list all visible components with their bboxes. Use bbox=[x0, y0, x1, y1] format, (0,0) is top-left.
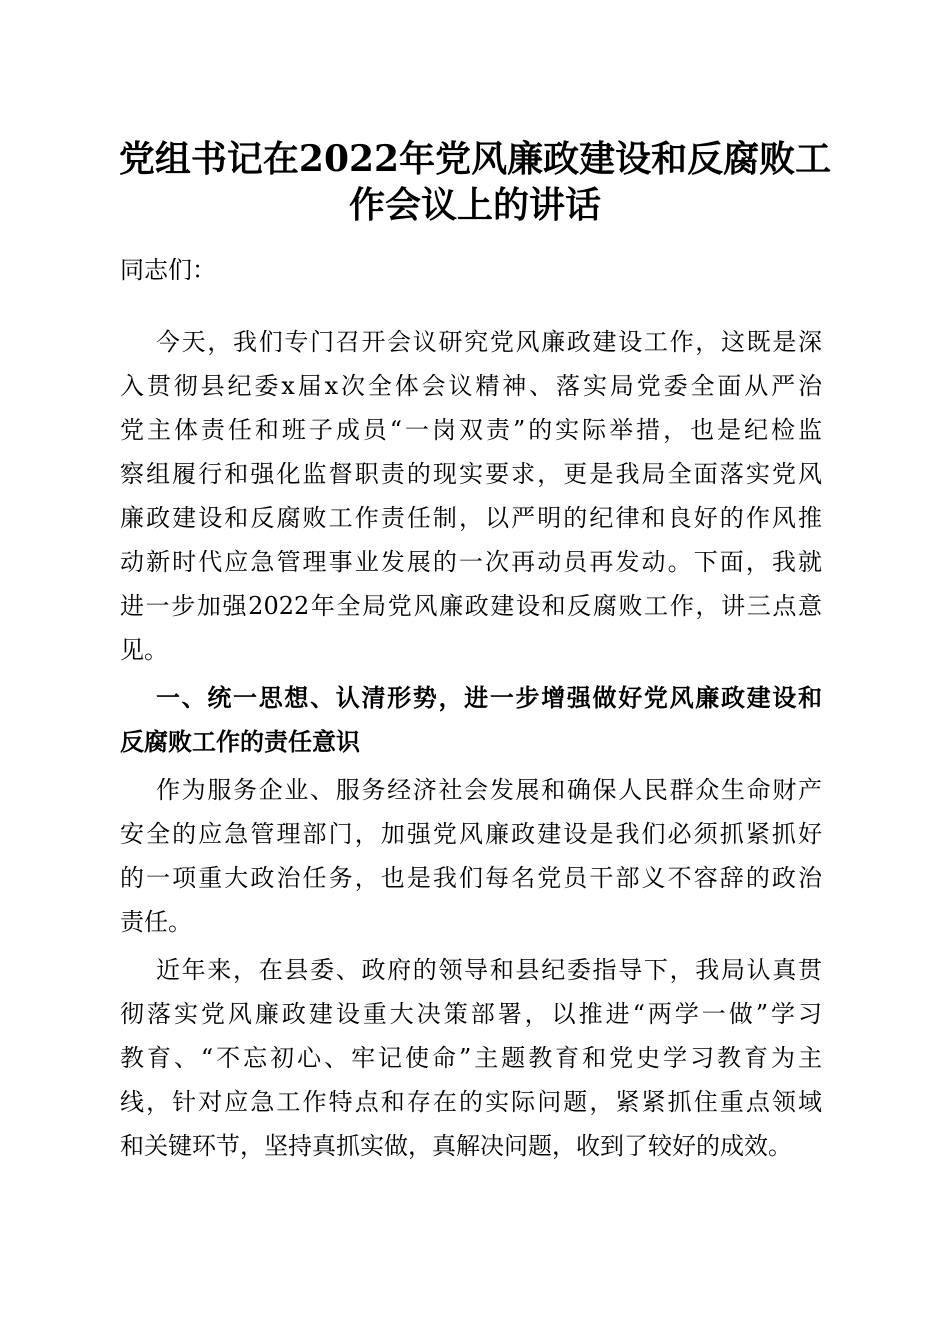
paragraph bbox=[120, 948, 822, 1168]
text-line: 动新时代应急管理事业发展的一次再动员再发动。下面，我就 bbox=[120, 548, 822, 576]
text-line: 安全的应急管理部门，加强党风廉政建设是我们必须抓紧抓好 bbox=[120, 820, 822, 848]
greeting: 同志们： bbox=[120, 256, 216, 284]
text-line: 教育、“不忘初心、牢记使命”主题教育和党史学习教育为主 bbox=[120, 1044, 822, 1072]
text-line: 今天，我们专门召开会议研究党风廉政建设工作，这既是深 bbox=[156, 328, 822, 356]
text-line: 见。 bbox=[120, 636, 168, 664]
text-line: 一、统一思想、认清形势，进一步增强做好党风廉政建设和 bbox=[156, 684, 822, 712]
text-line: 和关键环节，坚持真抓实做，真解决问题，收到了较好的成效。 bbox=[120, 1132, 792, 1160]
title-line: 作会议上的讲话 bbox=[348, 184, 601, 226]
section-heading bbox=[120, 676, 822, 764]
text-line: 责任。 bbox=[120, 908, 192, 936]
text-line: 察组履行和强化监督职责的现实要求，更是我局全面落实党风 bbox=[120, 460, 822, 488]
text-line: 入贯彻县纪委x届x次全体会议精神、落实局党委全面从严治 bbox=[120, 372, 822, 400]
text-line: 作为服务企业、服务经济社会发展和确保人民群众生命财产 bbox=[156, 776, 822, 804]
text-line: 反腐败工作的责任意识 bbox=[120, 728, 360, 756]
document-title bbox=[0, 136, 950, 228]
paragraph bbox=[120, 320, 822, 672]
text-line: 廉政建设和反腐败工作责任制，以严明的纪律和良好的作风推 bbox=[120, 504, 822, 532]
title-line: 党组书记在2022年党风廉政建设和反腐败工 bbox=[118, 138, 832, 180]
paragraph bbox=[120, 768, 822, 944]
text-line: 线，针对应急工作特点和存在的实际问题，紧紧抓住重点领域 bbox=[120, 1088, 822, 1116]
text-line: 彻落实党风廉政建设重大决策部署，以推进“两学一做”学习 bbox=[120, 1000, 822, 1028]
text-line: 进一步加强2022年全局党风廉政建设和反腐败工作，讲三点意 bbox=[120, 592, 822, 620]
text-line: 的一项重大政治任务，也是我们每名党员干部义不容辞的政治 bbox=[120, 864, 822, 892]
text-line: 近年来，在县委、政府的领导和县纪委指导下，我局认真贯 bbox=[156, 956, 822, 984]
text-line: 党主体责任和班子成员“一岗双责”的实际举措，也是纪检监 bbox=[120, 416, 822, 444]
document-body bbox=[120, 248, 822, 1172]
